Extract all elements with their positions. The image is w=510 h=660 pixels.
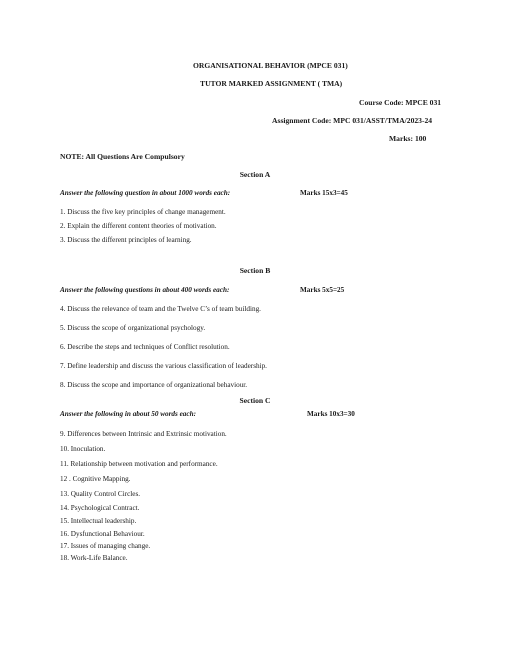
- question-item: 4. Discuss the relevance of team and the Twelve C’s of team building.: [60, 305, 261, 313]
- question-item: 7. Define leadership and discuss the various classification of leadership.: [60, 362, 267, 370]
- section-b-instruction: Answer the following questions in about 400 words each:: [60, 286, 230, 294]
- question-item: 10. Inoculation.: [60, 445, 106, 453]
- section-b-marks: Marks 5x5=25: [300, 286, 345, 294]
- section-a-title: Section A: [239, 170, 271, 179]
- question-item: 13. Quality Control Circles.: [60, 490, 141, 498]
- question-item: 18. Work-Life Balance.: [60, 554, 128, 562]
- document-subtitle: TUTOR MARKED ASSIGNMENT ( TMA): [200, 79, 343, 88]
- question-item: 11. Relationship between motivation and performance.: [60, 460, 218, 468]
- section-a-marks: Marks 15x3=45: [300, 189, 348, 197]
- question-item: 16. Dysfunctional Behaviour.: [60, 530, 145, 538]
- section-c-instruction: Answer the following in about 50 words each:: [60, 410, 196, 418]
- document-title: ORGANISATIONAL BEHAVIOR (MPCE 031): [193, 61, 348, 70]
- section-b-title: Section B: [239, 266, 271, 275]
- question-item: 1. Discuss the five key principles of change management.: [60, 208, 226, 216]
- question-item: 2. Explain the different content theories of motivation.: [60, 222, 217, 230]
- question-item: 6. Describe the steps and techniques of Conflict resolution.: [60, 343, 230, 351]
- total-marks: Marks: 100: [389, 134, 427, 143]
- section-a-instruction: Answer the following question in about 1000 words each:: [60, 189, 231, 197]
- question-item: 8. Discuss the scope and importance of organizational behaviour.: [60, 381, 248, 389]
- assignment-code: Assignment Code: MPC 031/ASST/TMA/2023-24: [272, 116, 433, 125]
- question-item: 3. Discuss the different principles of learning.: [60, 236, 192, 244]
- question-item: 15. Intellectual leadership.: [60, 517, 137, 525]
- question-item: 5. Discuss the scope of organizational psychology.: [60, 324, 206, 332]
- compulsory-note: NOTE: All Questions Are Compulsory: [60, 152, 185, 161]
- section-c-title: Section C: [239, 396, 271, 405]
- course-code: Course Code: MPCE 031: [359, 98, 442, 107]
- question-item: 9. Differences between Intrinsic and Extrinsic motivation.: [60, 430, 227, 438]
- question-item: 17. Issues of managing change.: [60, 542, 151, 550]
- section-c-marks: Marks 10x3=30: [307, 410, 355, 418]
- question-item: 14. Psychological Contract.: [60, 504, 140, 512]
- question-item: 12 . Cognitive Mapping.: [60, 475, 131, 483]
